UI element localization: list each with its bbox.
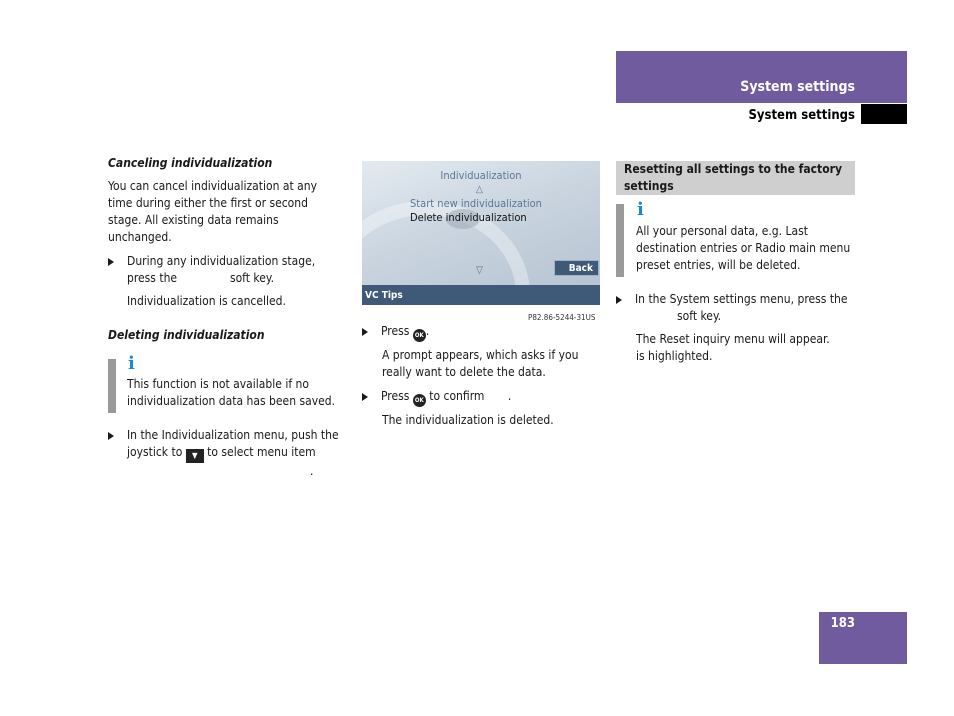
page-number: 183: [830, 616, 855, 631]
display-screenshot: [362, 161, 600, 305]
bullet-arrow-icon: [362, 393, 368, 401]
screen-footer: VC Tips: [362, 285, 600, 305]
cancel-instruction-line1: During any individualization stage,: [127, 254, 316, 268]
reset-section-heading: Resetting all settings to the factory settings: [616, 161, 855, 195]
confirm-instruction: Press OK to confirm .: [362, 388, 592, 407]
reset-info-note: All your personal data, e.g. Last destination entries or Radio main menu preset entries, will be deleted.: [636, 224, 851, 272]
press-ok-instruction: Press OK .: [362, 323, 592, 342]
scroll-down-icon: ▽: [476, 265, 483, 276]
cancel-result: Individualization is cancelled.: [127, 294, 286, 308]
bullet-arrow-icon: [616, 296, 622, 304]
cancel-description: You can cancel individualization at any time during either the first or second stage. All existing data remains unchanged.: [108, 179, 318, 244]
image-code: P82.86-5244-31US: [528, 313, 596, 322]
joystick-instruction: [108, 427, 348, 480]
cancel-heading: Canceling individualization: [108, 156, 273, 170]
info-bar: [108, 359, 116, 413]
bullet-arrow-icon: [108, 432, 114, 440]
reset-instruction-line1: In the System settings menu, press the: [635, 292, 848, 306]
screen-menu-title: Individualization: [440, 169, 522, 182]
chapter-tab-marker: [861, 104, 907, 124]
info-icon: i: [637, 199, 644, 220]
screen-item-start-new[interactable]: Start new individualization: [410, 197, 542, 210]
cancel-instruction: [108, 253, 338, 287]
back-softkey[interactable]: Back: [554, 260, 599, 276]
prompt-description: A prompt appears, which asks if you really want to delete the data.: [382, 348, 579, 379]
reset-result-line2: is highlighted.: [636, 349, 713, 363]
joystick-instruction-line2: joystick to ▼ to select menu item: [127, 444, 348, 463]
chapter-title: System settings: [740, 79, 855, 95]
bullet-arrow-icon: [108, 258, 114, 266]
screen-item-delete[interactable]: Delete individualization: [410, 211, 527, 224]
joystick-instruction-line1: In the Individualization menu, push the: [127, 428, 339, 442]
info-icon: i: [128, 353, 135, 374]
joystick-down-icon: ▼: [186, 449, 204, 463]
joystick-instruction-line3: .: [310, 464, 314, 478]
deleted-result: The individualization is deleted.: [382, 413, 554, 427]
info-note: This function is not available if no individualization data has been saved.: [127, 377, 336, 408]
ok-button-icon: OK: [413, 394, 426, 407]
section-title: System settings: [748, 108, 855, 123]
cancel-instruction-line2: press the soft key.: [127, 271, 274, 285]
scroll-up-icon: △: [476, 184, 483, 195]
reset-result-line1: The Reset inquiry menu will appear.: [636, 332, 830, 346]
bullet-arrow-icon: [362, 328, 368, 336]
delete-heading: Deleting individualization: [108, 328, 265, 342]
reset-instruction-line2: soft key.: [677, 309, 722, 323]
reset-instruction: [616, 291, 860, 325]
ok-button-icon: OK: [413, 329, 426, 342]
info-bar: [616, 204, 624, 277]
